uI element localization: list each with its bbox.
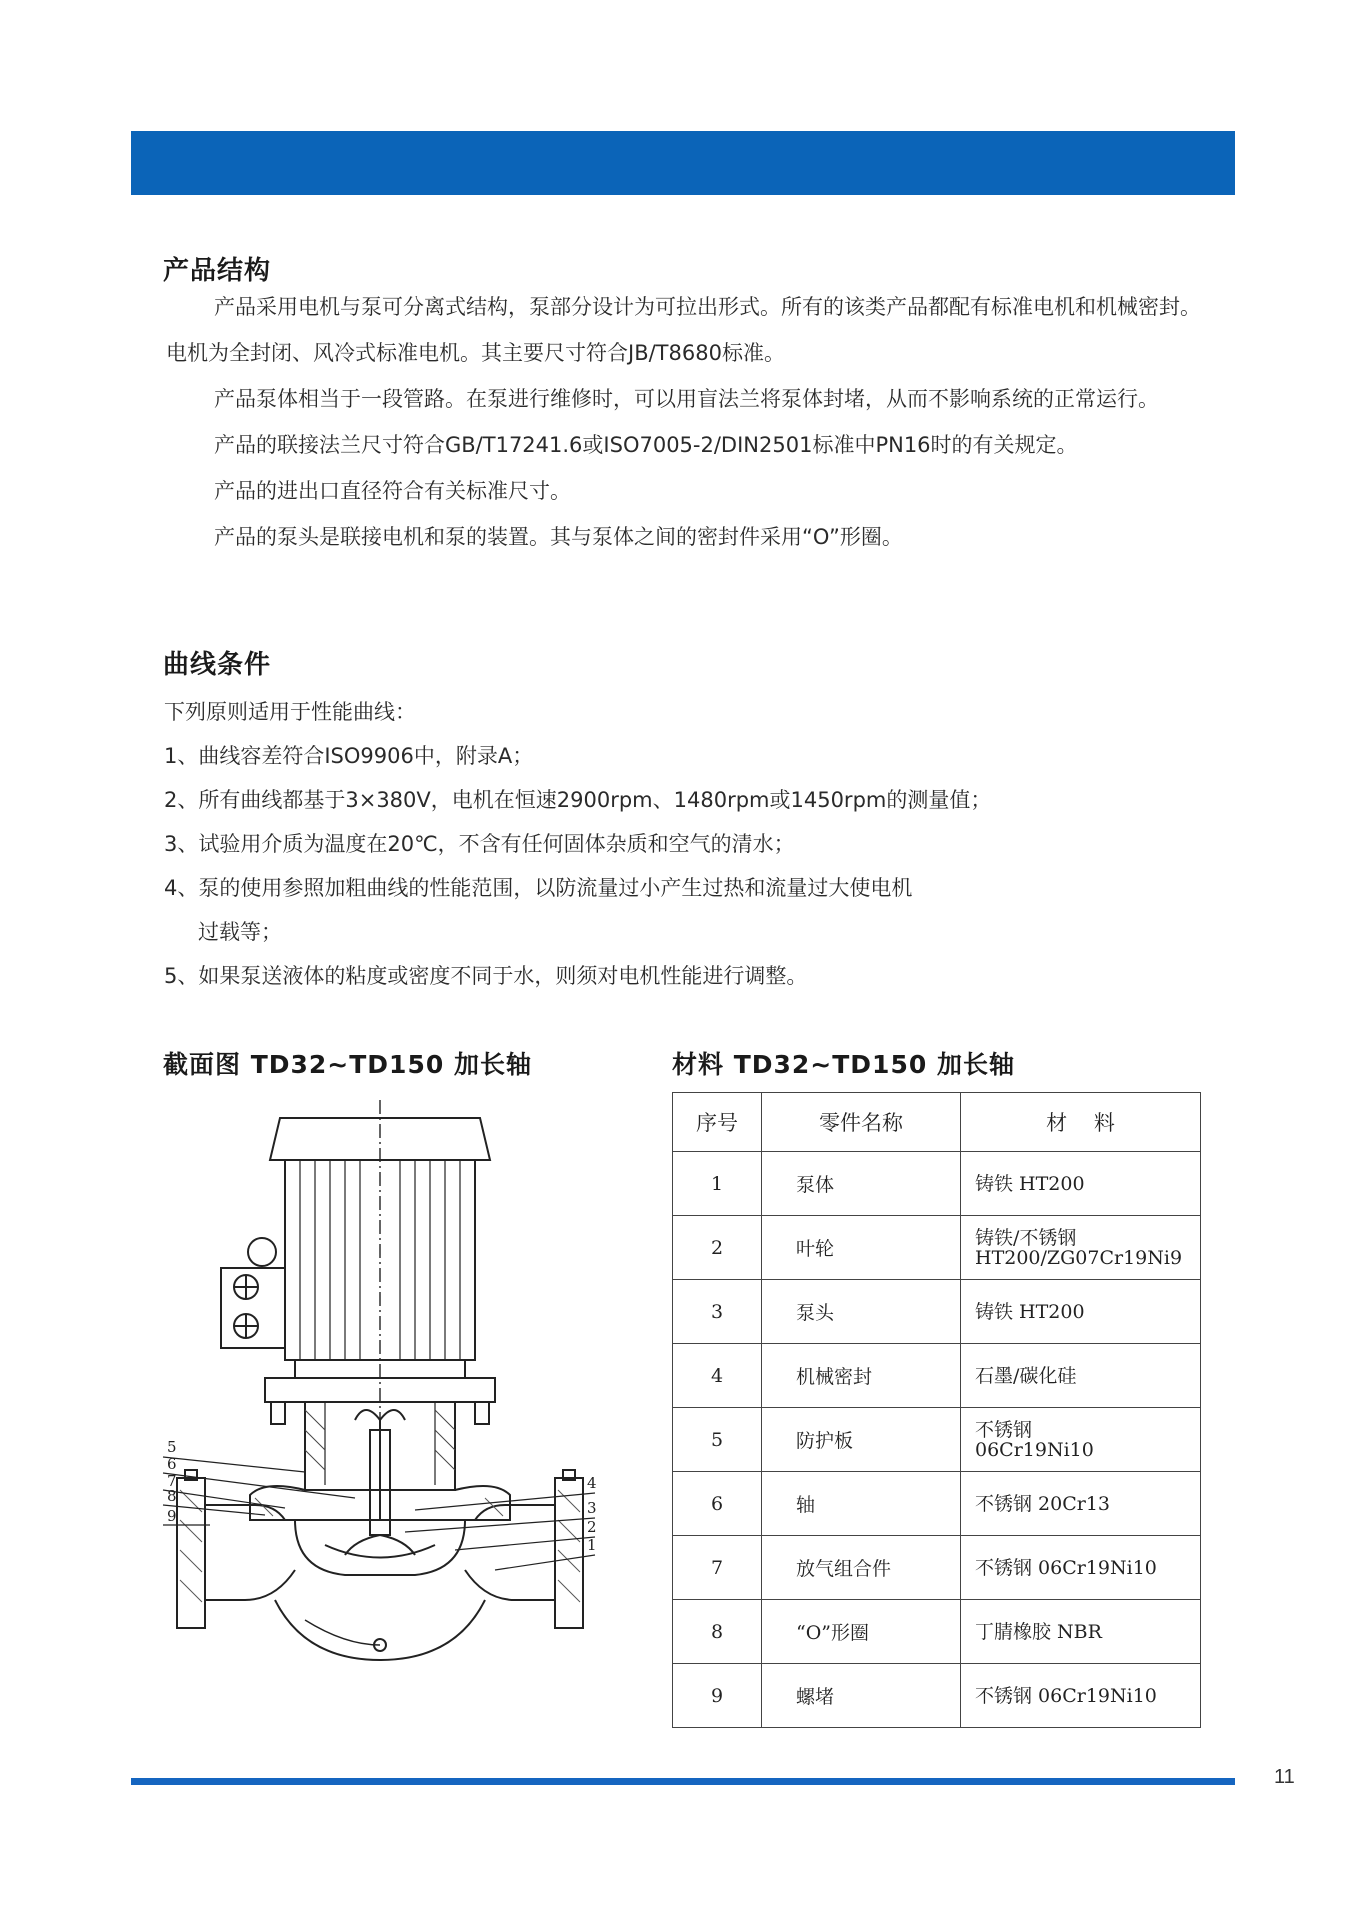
curve-item-4-cont: 过载等； — [198, 920, 282, 944]
row-part-name: 泵体 — [762, 1152, 961, 1216]
row-material: 不锈钢 06Cr19Ni10 — [961, 1408, 1201, 1472]
table-row — [673, 1216, 1201, 1280]
row-part-name: 螺堵 — [762, 1664, 961, 1728]
label-1: 1 — [587, 1536, 597, 1554]
label-7: 7 — [167, 1472, 177, 1490]
table-row — [673, 1600, 1201, 1664]
row-serial: 8 — [673, 1600, 762, 1664]
curve-intro: 下列原则适用于性能曲线： — [164, 700, 416, 724]
row-part-name: 放气组合件 — [762, 1536, 961, 1600]
row-material: 丁腈橡胶 NBR — [961, 1600, 1201, 1664]
row-serial: 6 — [673, 1472, 762, 1536]
row-part-name: 防护板 — [762, 1408, 961, 1472]
label-3: 3 — [587, 1499, 597, 1517]
row-part-name: “O”形圈 — [762, 1600, 961, 1664]
structure-paragraph-1: 产品采用电机与泵可分离式结构，泵部分设计为可拉出形式。所有的该类产品都配有标准电机和机械密封。电机为全封闭、风冷式标准电机。其主要尺寸符合JB/T8680标准。 — [166, 295, 1201, 365]
curve-item-4: 4、泵的使用参照加粗曲线的性能范围，以防流量过小产生过热和流量过大使电机 — [164, 876, 913, 900]
structure-paragraph-3: 产品的联接法兰尺寸符合GB/T17241.6或ISO7005-2/DIN2501标准中PN16时的有关规定。 — [214, 433, 1078, 457]
row-part-name: 泵头 — [762, 1280, 961, 1344]
header-part-name: 零件名称 — [762, 1093, 961, 1152]
row-material: 石墨/碳化硅 — [961, 1344, 1201, 1408]
row-serial: 9 — [673, 1664, 762, 1728]
section-title-curve-conditions: 曲线条件 — [163, 650, 272, 680]
pump-cross-section-drawing — [155, 1100, 625, 1720]
curve-conditions-list — [164, 690, 1224, 998]
table-header-row — [673, 1093, 1201, 1152]
label-8: 8 — [167, 1487, 177, 1505]
row-serial: 3 — [673, 1280, 762, 1344]
curve-item-2: 2、所有曲线都基于3×380V，电机在恒速2900rpm、1480rpm或1450rpm的测量值； — [164, 788, 992, 812]
row-serial: 7 — [673, 1536, 762, 1600]
table-row — [673, 1664, 1201, 1728]
label-9: 9 — [167, 1507, 177, 1525]
header-material: 材 料 — [961, 1093, 1201, 1152]
header-band — [131, 131, 1235, 195]
structure-paragraph-5: 产品的泵头是联接电机和泵的装置。其与泵体之间的密封件采用“O”形圈。 — [214, 525, 903, 549]
row-material: 不锈钢 06Cr19Ni10 — [961, 1664, 1201, 1728]
structure-text — [166, 284, 1206, 560]
table-row — [673, 1408, 1201, 1472]
table-row — [673, 1280, 1201, 1344]
row-material: 铸铁 HT200 — [961, 1152, 1201, 1216]
row-serial: 5 — [673, 1408, 762, 1472]
row-material: 铸铁/不锈钢 HT200/ZG07Cr19Ni9 — [961, 1216, 1201, 1280]
label-2: 2 — [587, 1518, 597, 1536]
materials-table — [672, 1092, 1201, 1728]
curve-item-1: 1、曲线容差符合ISO9906中，附录A； — [164, 744, 534, 768]
row-part-name: 轴 — [762, 1472, 961, 1536]
curve-item-5: 5、如果泵送液体的粘度或密度不同于水，则须对电机性能进行调整。 — [164, 964, 808, 988]
section-title-materials: 材料 TD32~TD150 加长轴 — [672, 1050, 1015, 1079]
curve-item-3: 3、试验用介质为温度在20℃，不含有任何固体杂质和空气的清水； — [164, 832, 795, 856]
row-serial: 4 — [673, 1344, 762, 1408]
row-material: 铸铁 HT200 — [961, 1280, 1201, 1344]
row-part-name: 机械密封 — [762, 1344, 961, 1408]
structure-paragraph-4: 产品的进出口直径符合有关标准尺寸。 — [214, 479, 571, 503]
section-title-structure: 产品结构 — [163, 256, 272, 286]
structure-paragraph-2: 产品泵体相当于一段管路。在泵进行维修时，可以用盲法兰将泵体封堵，从而不影响系统的正常运行。 — [214, 387, 1159, 411]
section-title-drawing: 截面图 TD32~TD150 加长轴 — [163, 1050, 532, 1079]
table-row — [673, 1536, 1201, 1600]
footer-line — [131, 1778, 1235, 1785]
label-4: 4 — [587, 1474, 597, 1492]
row-part-name: 叶轮 — [762, 1216, 961, 1280]
page-number: 11 — [1274, 1766, 1295, 1788]
table-row — [673, 1344, 1201, 1408]
row-material: 不锈钢 20Cr13 — [961, 1472, 1201, 1536]
row-serial: 1 — [673, 1152, 762, 1216]
label-6: 6 — [167, 1455, 177, 1473]
row-material: 不锈钢 06Cr19Ni10 — [961, 1536, 1201, 1600]
table-row — [673, 1472, 1201, 1536]
row-serial: 2 — [673, 1216, 762, 1280]
label-5: 5 — [167, 1438, 177, 1456]
table-row — [673, 1152, 1201, 1216]
header-serial: 序号 — [673, 1093, 762, 1152]
